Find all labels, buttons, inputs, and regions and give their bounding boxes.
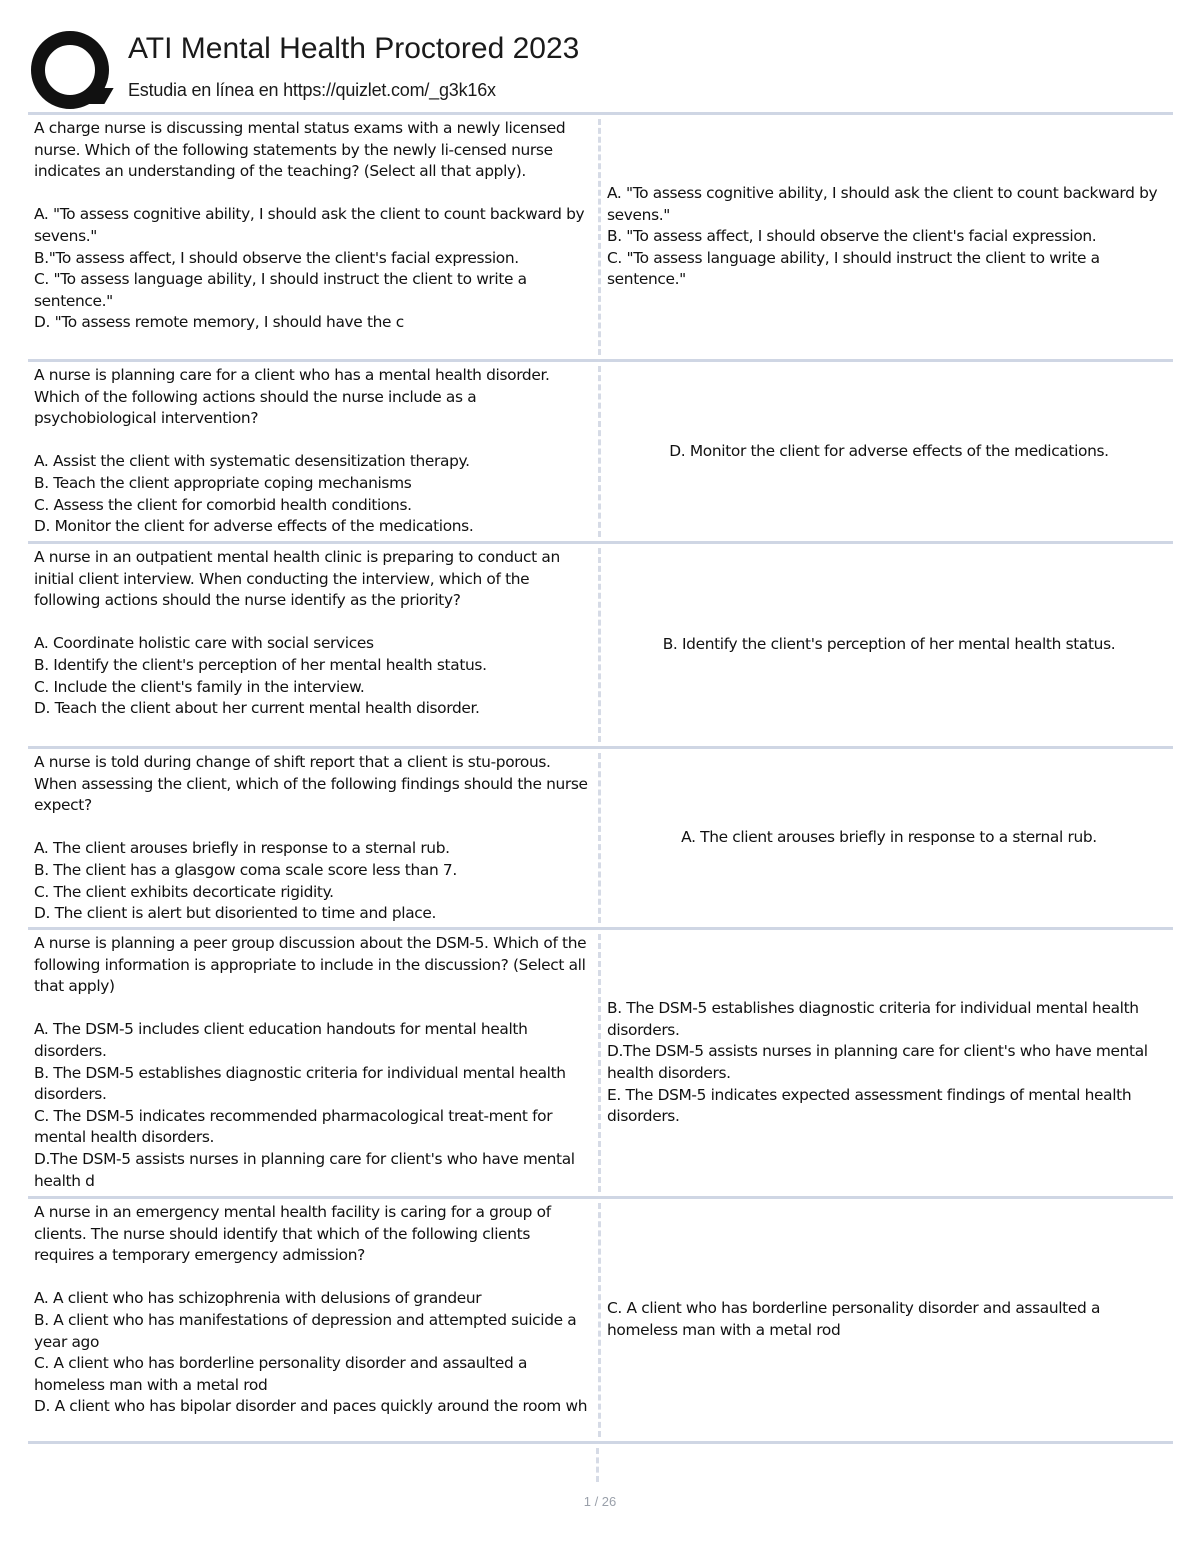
flashcard xyxy=(28,112,1173,359)
flashcard xyxy=(28,359,1173,541)
card-term: A nurse is planning care for a client who has a mental health disorder. Which of the following actions should the nurse include as a psychobiological intervention? A. Assist the client with systematic desensitization therapy. B. Teach the client appropriate coping mechanisms C. Assess the client for comorbid health conditions. D. Monitor the client for adverse effects of the medications. xyxy=(34,366,550,536)
card-term: A nurse in an outpatient mental health clinic is preparing to conduct an initial client interview. When conducting the interview, which of the following actions should the nurse identify as the priority? A. Coordinate holistic care with social services B. Identify the client's perception of her mental health status. C. Include the client's family in the interview. D. Teach the client about her current mental health disorder. xyxy=(34,548,560,718)
card-term: A nurse is told during change of shift report that a client is stu-porous. When assessing the client, which of the following findings should the nurse expect? A. The client arouses briefly in response to a sternal rub. B. The client has a glasgow coma scale score less than 7. C. The client exhibits decorticate rigidity. D. The client is alert but disoriented to time and place. xyxy=(34,753,588,923)
page-number: 1 / 26 xyxy=(583,1494,617,1509)
card-term: A nurse is planning a peer group discussion about the DSM-5. Which of the following information is appropriate to include in the discussion? (Select all that apply) A. The DSM-5 includes client education handouts for mental health disorders. B. The DSM-5 establishes diagnostic criteria for individual mental health disorders. C. The DSM-5 indicates recommended pharmacological treat-ment for mental health disorders. D.The DSM-5 assists nurses in planning care for client's who have mental health d xyxy=(34,934,587,1190)
document-title: ATI Mental Health Proctored 2023 xyxy=(128,32,580,65)
document-header xyxy=(28,26,1178,112)
flashcard xyxy=(28,746,1173,927)
flashcard xyxy=(28,1196,1173,1444)
card-definition: C. A client who has borderline personality disorder and assaulted a homeless man with a metal rod xyxy=(607,1299,1105,1339)
column-divider-tail xyxy=(596,1448,599,1482)
flashcard xyxy=(28,927,1173,1196)
card-definition: D. Monitor the client for adverse effects of the medications. xyxy=(669,441,1109,460)
card-definition: A. "To assess cognitive ability, I should ask the client to count backward by sevens." B. "To assess affect, I should observe the client's facial expression. C. "To assess language ability, I should instruct the client to write a sentence." xyxy=(607,184,1158,289)
card-term: A charge nurse is discussing mental status exams with a newly licensed nurse. Which of the following statements by the newly li-censed nurse indicates an understanding of the teaching? (Select all that apply). A. "To assess cognitive ability, I should ask the client to count backward by sevens." B."To assess affect, I should observe the client's facial expression. C. "To assess language ability, I should instruct the client to write a sentence." D. "To assess remote memory, I should have the c xyxy=(34,119,585,332)
card-definition: B. Identify the client's perception of her mental health status. xyxy=(662,635,1116,654)
flashcard xyxy=(28,541,1173,746)
card-definition: B. The DSM-5 establishes diagnostic criteria for individual mental health disorders. D.The DSM-5 assists nurses in planning care for client's who have mental health disorders. E. The DSM-5 indicates expected assessment findings of mental health disorders. xyxy=(607,999,1148,1126)
card-term: A nurse in an emergency mental health facility is caring for a group of clients. The nurse should identify that which of the following clients requires a temporary emergency admission? A. A client who has schizophrenia with delusions of grandeur B. A client who has manifestations of depression and attempted suicide a year ago C. A client who has borderline personality disorder and assaulted a homeless man with a metal rod D. A client who has bipolar disorder and paces quickly around the room wh xyxy=(34,1203,588,1416)
document-subtitle: Estudia en línea en https://quizlet.com/_g3k16x xyxy=(128,80,496,100)
card-definition: A. The client arouses briefly in response to a sternal rub. xyxy=(681,828,1097,847)
flashcard-list xyxy=(28,112,1173,1444)
